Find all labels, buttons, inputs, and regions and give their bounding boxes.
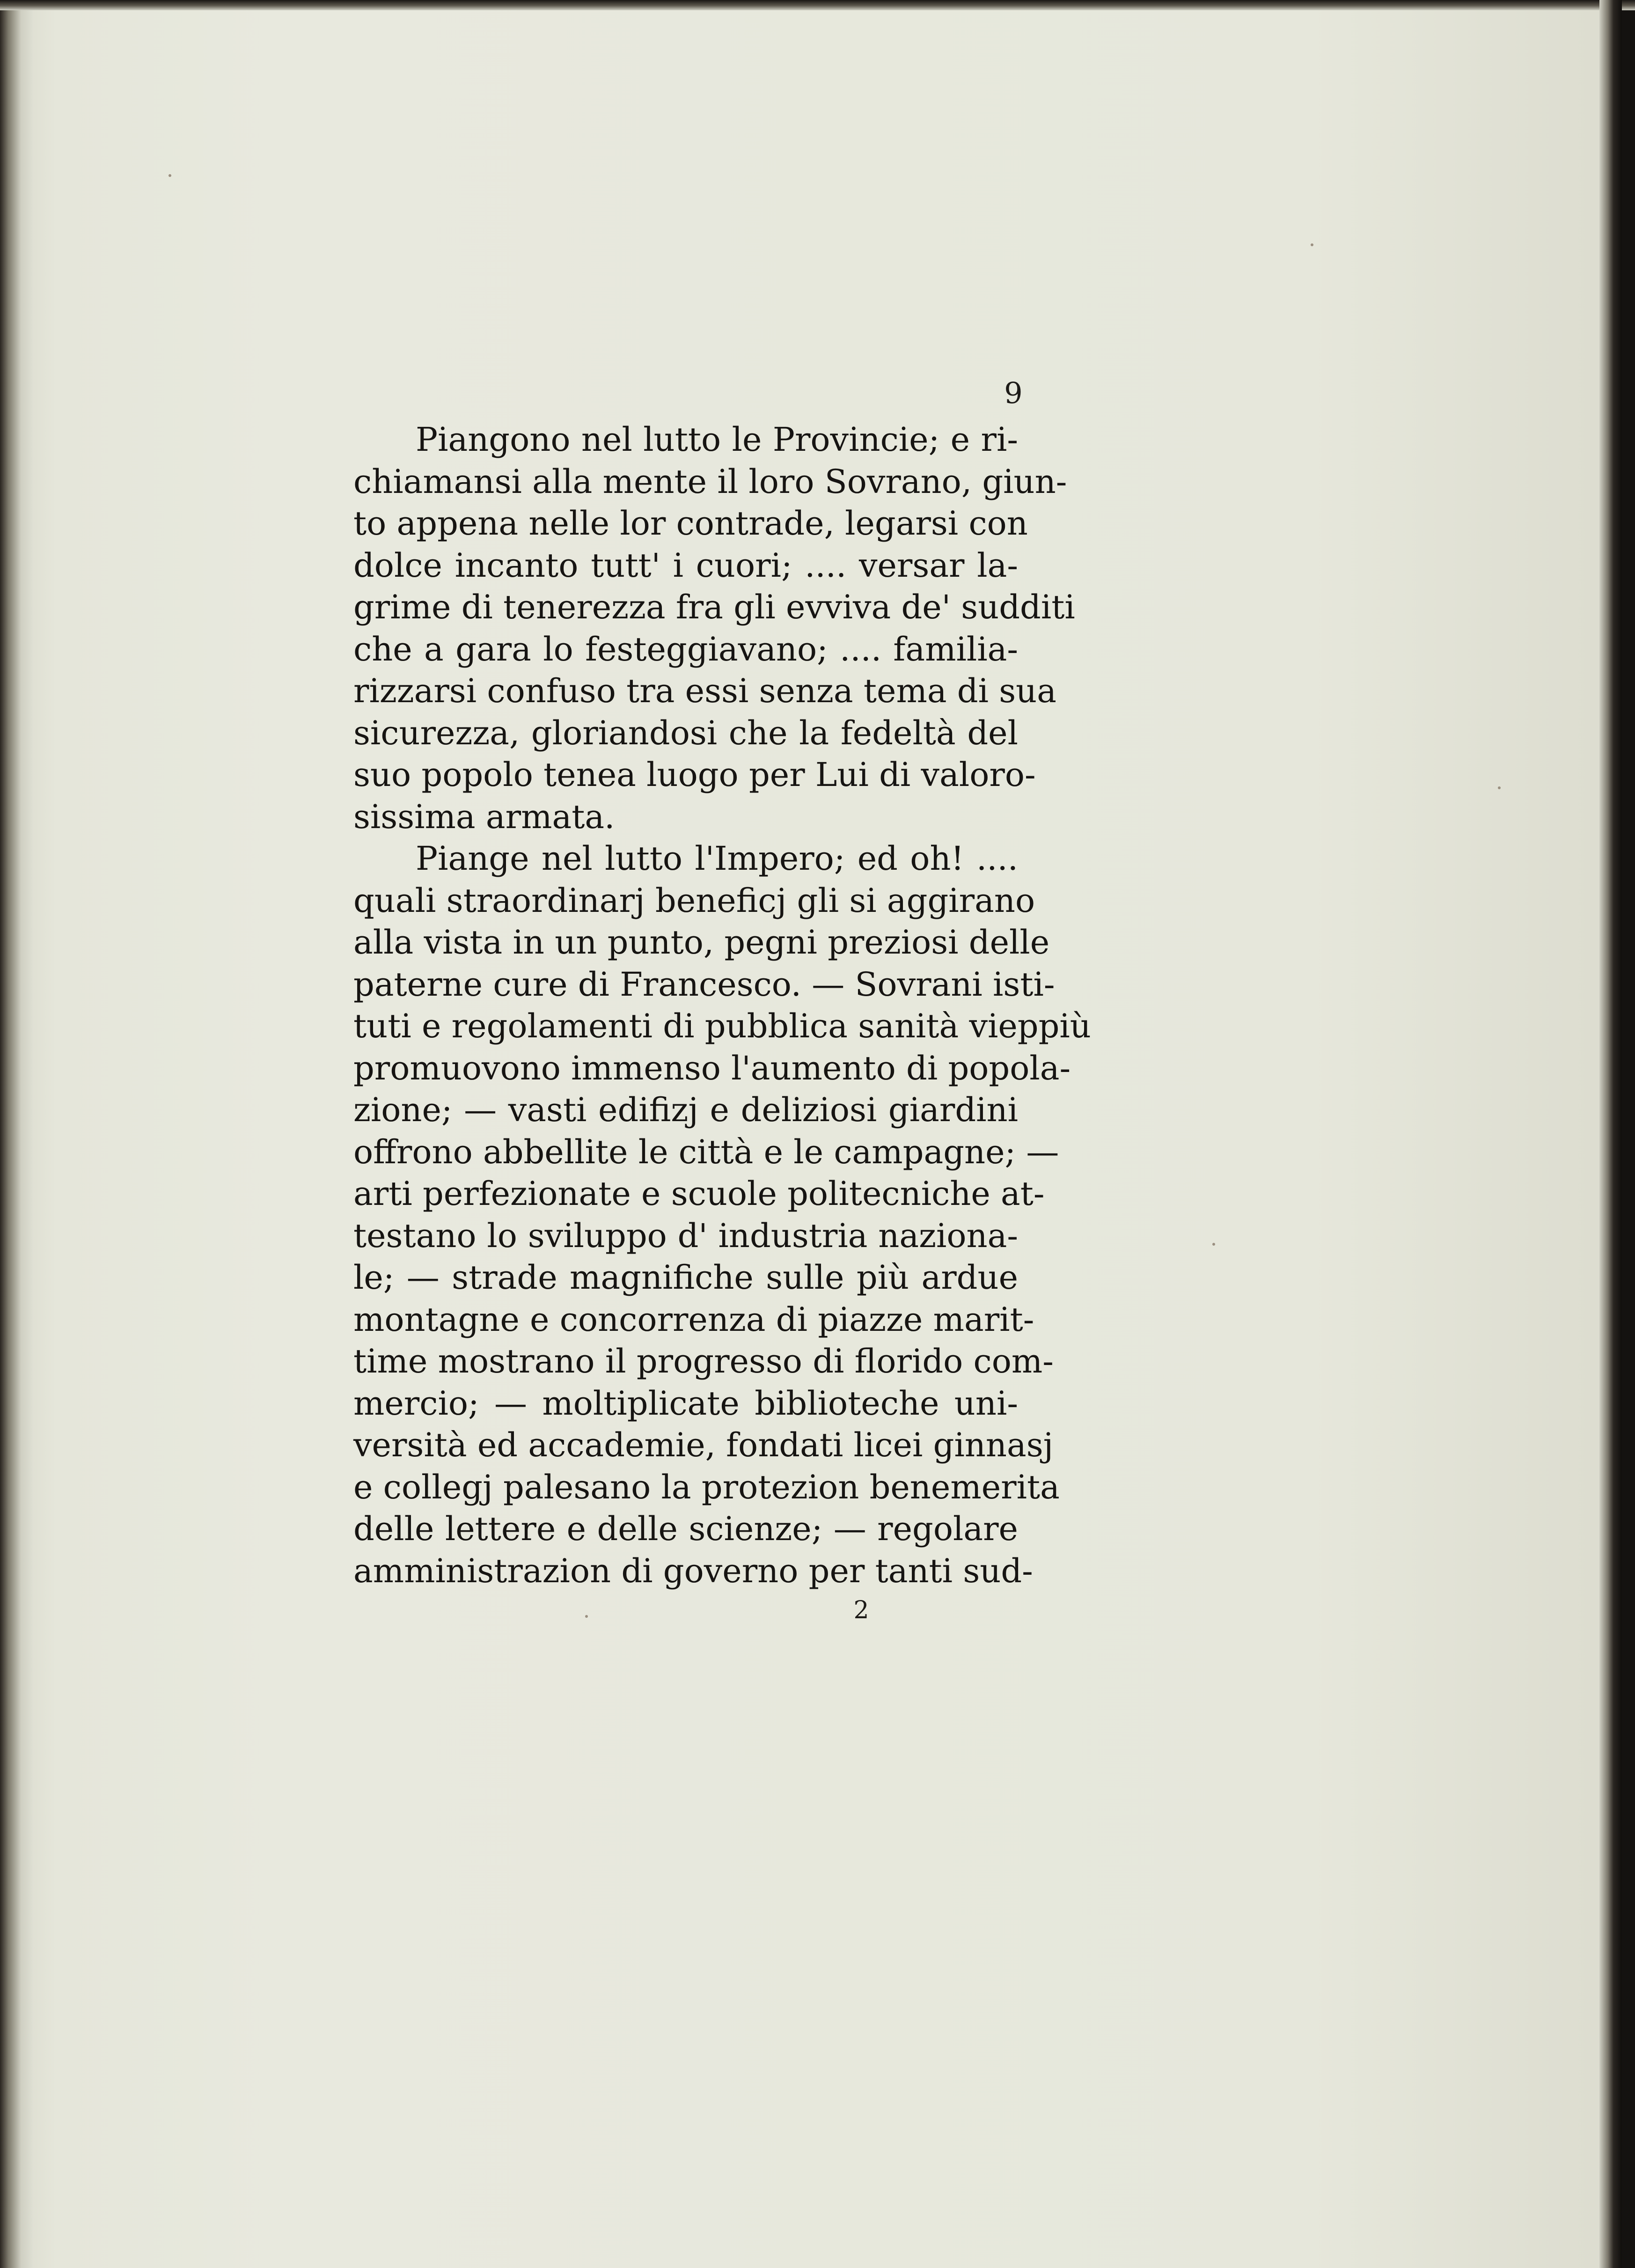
text-line: che a gara lo festeggiavano; .... familia- [353,630,1018,668]
paper-speck [1498,786,1501,789]
text-line: time mostrano il progresso di florido com- [353,1342,1054,1380]
paper-speck [1212,1243,1215,1246]
text-line: montagne e concorrenza di piazze marit- [353,1300,1034,1339]
paper-speck [169,174,171,177]
text-line: chiamansi alla mente il loro Sovrano, giun- [353,462,1067,501]
text-line: sicurezza, gloriandosi che la fedeltà del [353,713,1018,752]
text-line: paterne cure di Francesco. — Sovrani isti- [353,965,1055,1004]
text-line: grime di tenerezza fra gli evviva de' sudditi [353,588,1075,626]
paper-speck [585,1615,588,1618]
page-number: 9 [1004,376,1023,410]
text-line: quali straordinarj beneficj gli si aggirano [353,881,1035,920]
text-line: sissima armata. [353,797,615,836]
text-line: suo popolo tenea luogo per Lui di valoro- [353,756,1036,794]
text-line: promuovono immenso l'aumento di popola- [353,1049,1071,1087]
text-line: le; — strade magnifiche sulle più ardue [353,1258,1018,1297]
text-line: arti perfezionate e scuole politecniche at- [353,1174,1045,1213]
page-top-edge [0,0,1635,10]
paper-speck [1311,243,1313,246]
text-line: e collegj palesano la protezion benemerita [353,1468,1060,1506]
text-line: alla vista in un punto, pegni preziosi delle [353,923,1050,962]
text-line: versità ed accademie, fondati licei ginnasj [353,1426,1054,1464]
text-line: offrono abbellite le città e le campagne; — [353,1132,1059,1171]
page-gutter-edge [0,0,33,2268]
signature-mark: 2 [853,1596,869,1624]
text-line: testano lo sviluppo d' industria naziona- [353,1216,1018,1255]
text-line: amministrazion di governo per tanti sud- [353,1551,1033,1590]
text-line: Piange nel lutto l'Impero; ed oh! .... [416,839,1018,878]
text-line: dolce incanto tutt' i cuori; .... versar la- [353,546,1018,585]
text-line: Piangono nel lutto le Provincie; e ri- [416,420,1018,459]
text-line: rizzarsi confuso tra essi senza tema di sua [353,672,1056,710]
text-line: delle lettere e delle scienze; — regolare [353,1510,1018,1548]
text-line: zione; — vasti edifizj e deliziosi giardini [353,1091,1018,1129]
page-right-edge [1599,0,1622,2268]
body-text [353,419,1091,1592]
text-line: to appena nelle lor contrade, legarsi con [353,504,1028,543]
text-line: tuti e regolamenti di pubblica sanità vieppiù [353,1007,1091,1045]
text-line: mercio; — moltiplicate biblioteche uni- [353,1384,1018,1423]
